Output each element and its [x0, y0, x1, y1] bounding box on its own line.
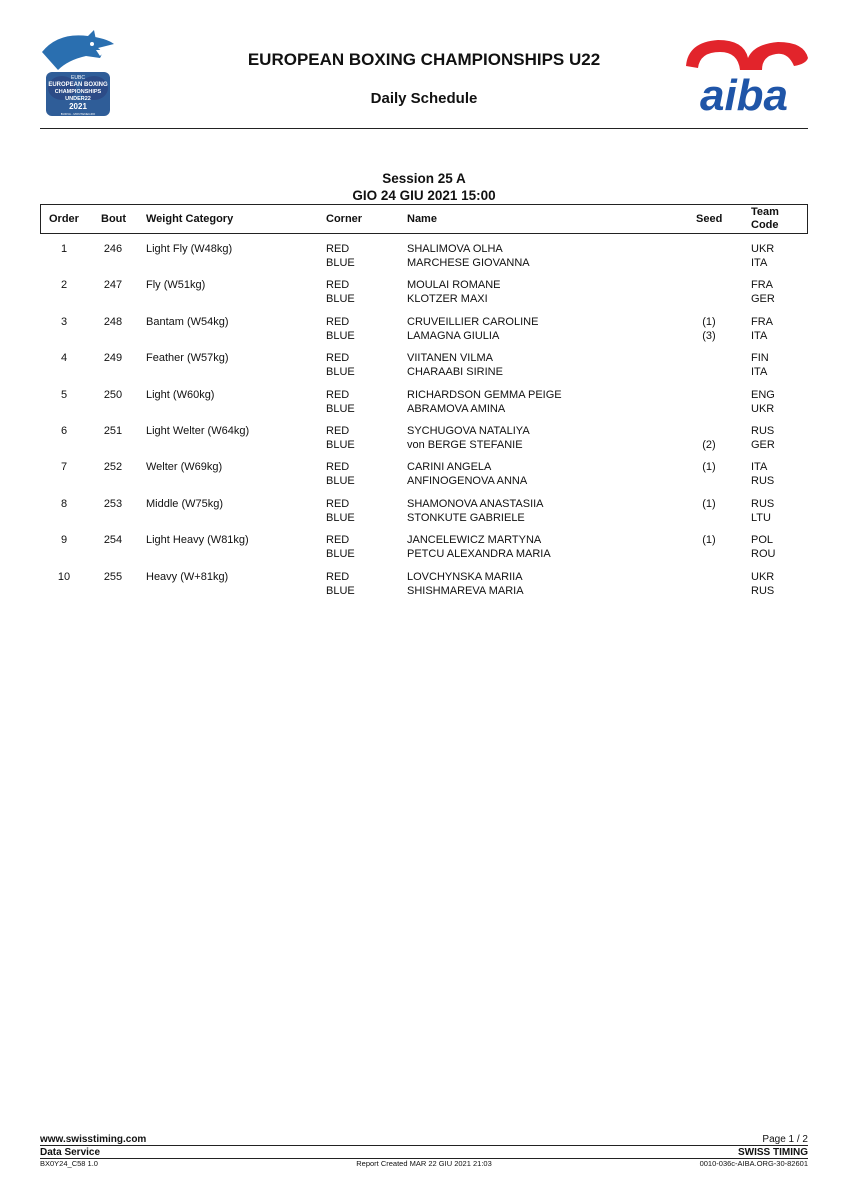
blue-corner-cell: BLUE	[326, 548, 355, 561]
logo-left-line-5: 2021	[69, 102, 87, 111]
blue-corner-cell: BLUE	[326, 475, 355, 488]
blue-seed-cell: (3)	[702, 329, 716, 342]
weight-category-cell: Welter (W69kg)	[146, 461, 223, 474]
red-boxer-name: MOULAI ROMANE	[407, 279, 501, 292]
footer-divider	[40, 1145, 808, 1146]
footer-service: Data Service	[40, 1147, 101, 1158]
red-boxer-name: SHALIMOVA OLHA	[407, 243, 503, 255]
blue-boxer-name: PETCU ALEXANDRA MARIA	[407, 548, 551, 561]
bout-cell: 246	[103, 243, 123, 255]
col-name: Name	[407, 213, 437, 225]
red-corner-cell: RED	[326, 497, 350, 510]
logo-left-line-4: UNDER22	[65, 96, 91, 102]
blue-team-code: GER	[751, 439, 775, 451]
red-corner-cell: RED	[326, 243, 350, 255]
red-seed-cell: (1)	[702, 534, 716, 547]
weight-category-cell: Light Heavy (W81kg)	[146, 534, 249, 547]
weight-category-cell: Feather (W57kg)	[146, 352, 229, 365]
order-cell: 5	[60, 388, 68, 401]
footer-ref-code: 0010-036c-AIBA.ORG-30-82601	[699, 1159, 808, 1168]
blue-boxer-name: LAMAGNA GIULIA	[407, 329, 500, 342]
schedule-table-body	[40, 0, 808, 1200]
red-team-code: RUS	[751, 425, 775, 437]
blue-boxer-name: ABRAMOVA AMINA	[407, 402, 506, 415]
session-date: GIO 24 GIU 2021 15:00	[352, 188, 496, 203]
red-seed-cell: (1)	[702, 461, 716, 474]
session-title: Session 25 A	[382, 171, 466, 186]
red-corner-cell: RED	[326, 534, 350, 547]
blue-corner-cell: BLUE	[326, 511, 355, 524]
logo-left-line-3: CHAMPIONSHIPS	[54, 89, 102, 95]
red-team-code: ITA	[751, 461, 768, 474]
red-boxer-name: JANCELEWICZ MARTYNA	[407, 534, 542, 547]
red-boxer-name: LOVCHYNSKA MARIIA	[407, 570, 523, 583]
blue-team-code: RUS	[751, 584, 775, 597]
blue-boxer-name: von BERGE STEFANIE	[407, 439, 523, 451]
footer-report-created: Report Created MAR 22 GIU 2021 21:03	[356, 1159, 492, 1168]
red-boxer-name: CARINI ANGELA	[407, 461, 492, 474]
footer-website: www.swisstiming.com	[40, 1134, 147, 1145]
weight-category-cell: Light (W60kg)	[146, 388, 215, 401]
logo-left-line-2: EUROPEAN BOXING	[48, 82, 108, 88]
footer-brand: SWISS TIMING	[738, 1147, 808, 1158]
blue-team-code: ITA	[751, 257, 768, 269]
blue-team-code: ROU	[751, 548, 776, 561]
red-team-code: POL	[751, 534, 774, 547]
order-cell: 7	[60, 461, 68, 474]
blue-team-code: GER	[751, 293, 775, 306]
red-corner-cell: RED	[326, 315, 350, 328]
blue-boxer-name: ANFINOGENOVA ANNA	[407, 475, 528, 488]
blue-boxer-name: SHISHMAREVA MARIA	[407, 584, 524, 597]
red-corner-cell: RED	[326, 352, 350, 365]
col-corner: Corner	[326, 213, 363, 225]
order-cell: 9	[60, 534, 68, 547]
bout-cell: 252	[103, 461, 123, 474]
red-team-code: FIN	[751, 352, 769, 365]
bout-cell: 253	[103, 497, 123, 510]
red-boxer-name: SYCHUGOVA NATALIYA	[407, 425, 530, 437]
logo-left-line-1: EUBC	[71, 75, 85, 81]
red-seed-cell: (1)	[702, 315, 716, 328]
blue-corner-cell: BLUE	[326, 293, 355, 306]
blue-boxer-name: MARCHESE GIOVANNA	[407, 257, 530, 269]
aiba-wordmark: aiba	[699, 71, 789, 114]
document-title: EUROPEAN BOXING CHAMPIONSHIPS U22	[247, 50, 601, 69]
blue-corner-cell: BLUE	[326, 257, 355, 269]
order-cell: 8	[60, 497, 68, 510]
bout-cell: 249	[103, 352, 123, 365]
blue-corner-cell: BLUE	[326, 584, 355, 597]
blue-corner-cell: BLUE	[326, 329, 355, 342]
order-cell: 1	[60, 243, 68, 255]
red-corner-cell: RED	[326, 425, 350, 437]
bout-cell: 250	[103, 388, 123, 401]
bout-cell: 251	[103, 425, 123, 437]
logo-left-line-6: BUDVA - MONTENEGRO	[60, 112, 96, 116]
red-boxer-name: CRUVEILLIER CAROLINE	[407, 315, 539, 328]
bout-cell: 248	[103, 315, 123, 328]
document-subtitle: Daily Schedule	[370, 90, 478, 107]
bout-cell: 254	[103, 534, 123, 547]
col-seed: Seed	[696, 213, 723, 225]
bout-cell: 247	[103, 279, 123, 292]
blue-team-code: UKR	[751, 402, 775, 415]
weight-category-cell: Heavy (W+81kg)	[146, 570, 229, 583]
blue-corner-cell: BLUE	[326, 439, 355, 451]
footer-page-number: Page 1 / 2	[762, 1134, 808, 1145]
blue-team-code: ITA	[751, 366, 768, 379]
weight-category-cell: Bantam (W54kg)	[146, 315, 229, 328]
weight-category-cell: Light Welter (W64kg)	[146, 425, 250, 437]
bout-cell: 255	[103, 570, 123, 583]
blue-corner-cell: BLUE	[326, 402, 355, 415]
blue-team-code: RUS	[751, 475, 775, 488]
red-boxer-name: VIITANEN VILMA	[407, 352, 493, 365]
red-team-code: UKR	[751, 243, 775, 255]
blue-team-code: ITA	[751, 329, 768, 342]
col-order: Order	[49, 213, 79, 225]
blue-boxer-name: STONKUTE GABRIELE	[407, 511, 525, 524]
col-weight-category: Weight Category	[146, 213, 234, 225]
red-team-code: UKR	[751, 570, 775, 583]
red-corner-cell: RED	[326, 388, 350, 401]
red-corner-cell: RED	[326, 461, 350, 474]
blue-corner-cell: BLUE	[326, 366, 355, 379]
blue-team-code: LTU	[751, 511, 771, 524]
blue-seed-cell: (2)	[702, 439, 716, 451]
weight-category-cell: Fly (W51kg)	[146, 279, 206, 292]
col-bout: Bout	[101, 213, 127, 225]
red-seed-cell: (1)	[702, 497, 716, 510]
red-team-code: FRA	[751, 315, 773, 328]
weight-category-cell: Light Fly (W48kg)	[146, 243, 233, 255]
red-team-code: FRA	[751, 279, 773, 292]
col-team-line2: Code	[751, 219, 779, 231]
order-cell: 4	[60, 352, 68, 365]
footer-doc-code: BX0Y24_C58 1.0	[40, 1159, 98, 1168]
order-cell: 6	[60, 425, 68, 437]
order-cell: 3	[60, 315, 68, 328]
red-team-code: RUS	[751, 497, 775, 510]
blue-boxer-name: CHARAABI SIRINE	[407, 366, 503, 379]
red-team-code: ENG	[751, 388, 775, 401]
red-corner-cell: RED	[326, 279, 350, 292]
blue-boxer-name: KLOTZER MAXI	[407, 293, 488, 306]
red-corner-cell: RED	[326, 570, 350, 583]
red-boxer-name: SHAMONOVA ANASTASIIA	[407, 497, 544, 510]
order-cell: 2	[60, 279, 68, 292]
order-cell: 10	[57, 570, 71, 583]
red-boxer-name: RICHARDSON GEMMA PEIGE	[407, 388, 562, 401]
weight-category-cell: Middle (W75kg)	[146, 497, 224, 510]
col-team-line1: Team	[751, 206, 779, 218]
